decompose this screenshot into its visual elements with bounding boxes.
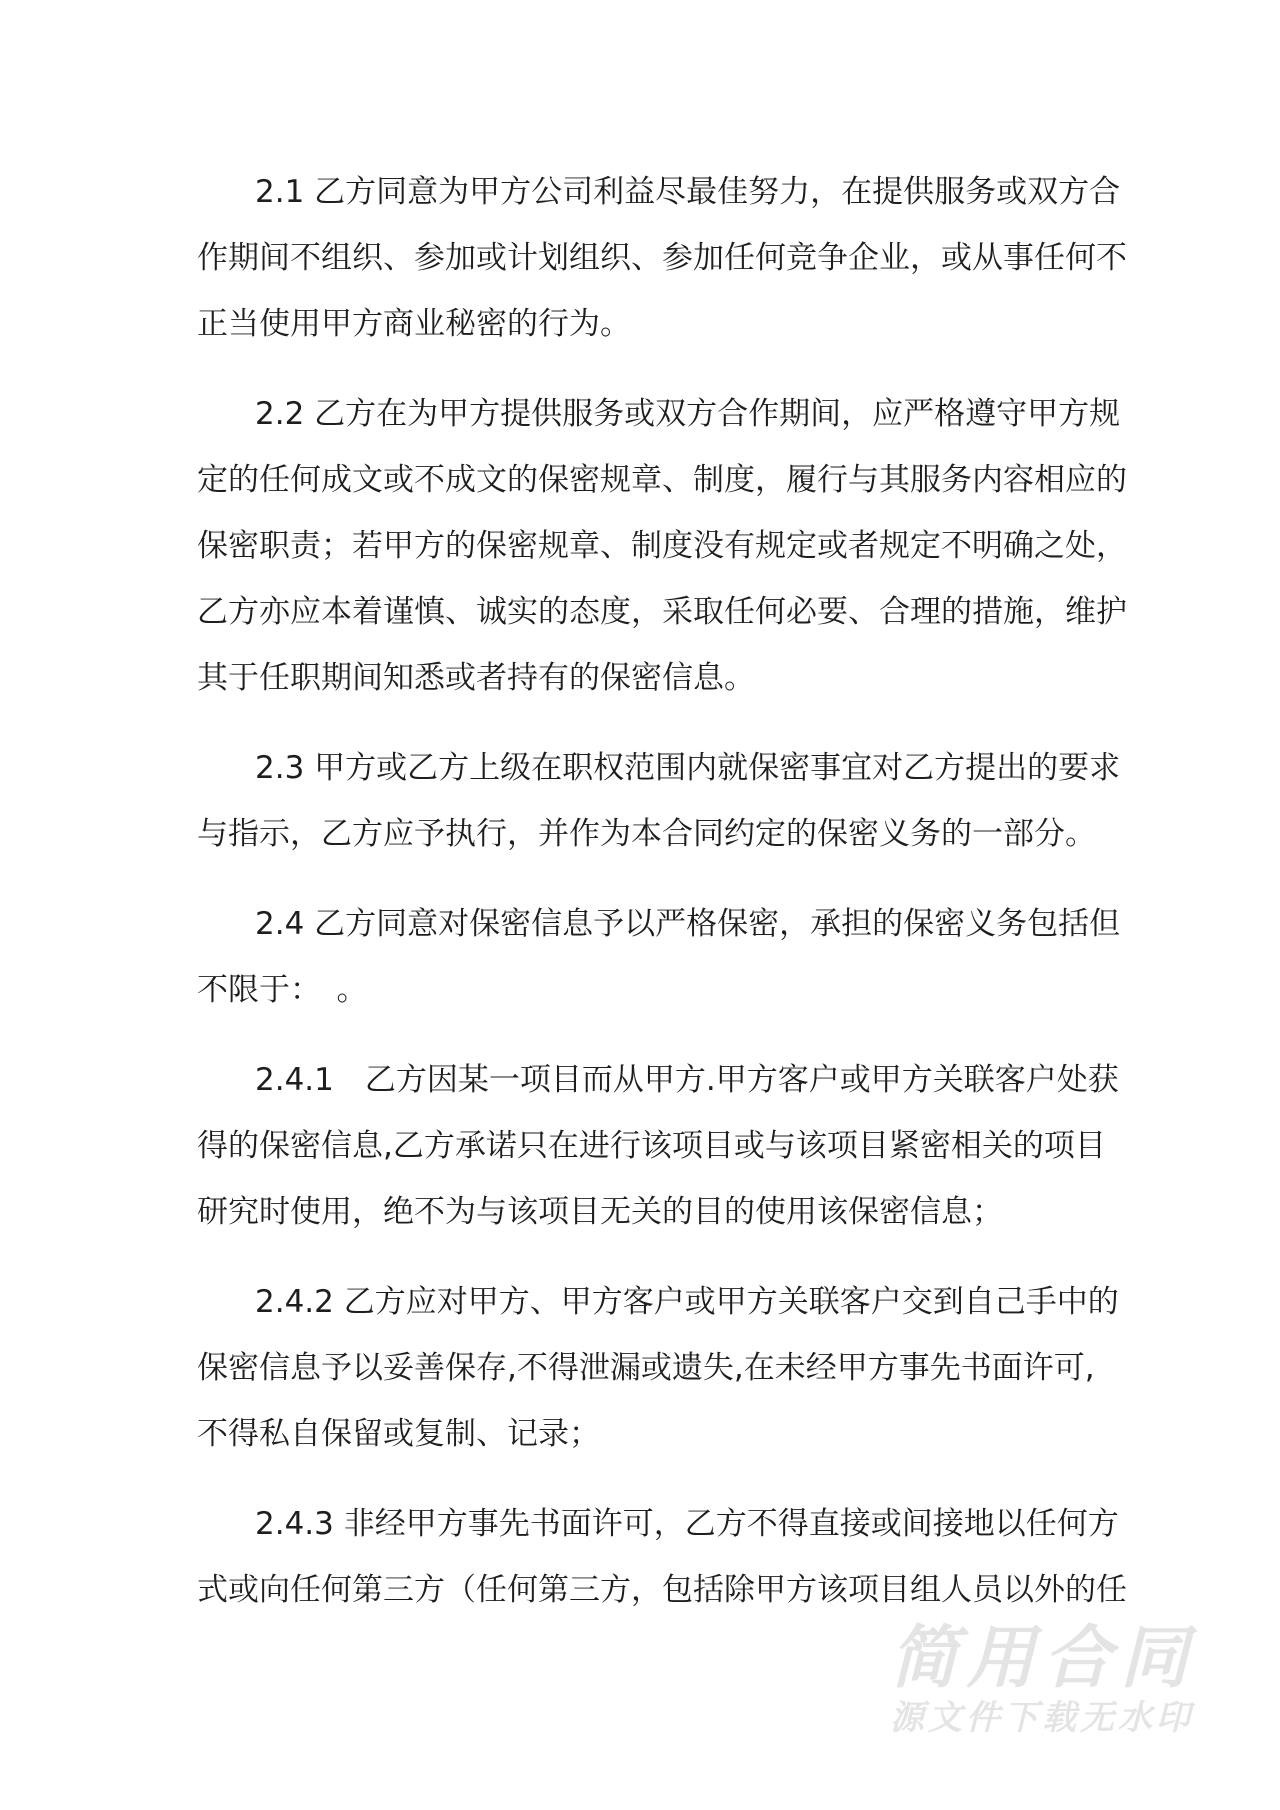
- text-line: 2.4 乙方同意对保密信息予以严格保密，承担的保密义务包括但: [255, 906, 1121, 942]
- paragraph: [197, 1269, 1119, 1467]
- text-line: 式或向任何第三方（任何第三方，包括除甲方该项目组人员以外的任: [197, 1572, 1127, 1608]
- paragraph: [197, 159, 1127, 357]
- text-line: 与指示，乙方应予执行，并作为本合同约定的保密义务的一部分。: [197, 816, 1096, 852]
- text-line: 其于任职期间知悉或者持有的保密信息。: [197, 660, 755, 696]
- text-line: 研究时使用，绝不为与该项目无关的目的使用该保密信息；: [197, 1194, 1003, 1230]
- watermark-subtitle: 源文件下载无水印: [890, 1698, 1190, 1738]
- text-line: 正当使用甲方商业秘密的行为。: [197, 306, 631, 342]
- text-line: 保密职责；若甲方的保密规章、制度没有规定或者规定不明确之处，: [197, 528, 1127, 564]
- text-line: 2.3 甲方或乙方上级在职权范围内就保密事宜对乙方提出的要求: [255, 750, 1121, 786]
- paragraph: [197, 381, 1127, 711]
- text-line: 乙方亦应本着谨慎、诚实的态度，采取任何必要、合理的措施，维护: [197, 594, 1127, 630]
- text-line: 定的任何成文或不成文的保密规章、制度，履行与其服务内容相应的: [197, 462, 1127, 498]
- paragraph: [197, 891, 1121, 1023]
- text-line: 保密信息予以妥善保存,不得泄漏或遗失,在未经甲方事先书面许可,: [197, 1350, 1095, 1386]
- text-line: 2.2 乙方在为甲方提供服务或双方合作期间，应严格遵守甲方规: [255, 396, 1121, 432]
- watermark-title: 简用合同: [890, 1619, 1190, 1698]
- text-line: 2.4.2 乙方应对甲方、甲方客户或甲方关联客户交到自己手中的: [255, 1284, 1119, 1320]
- text-line: 不得私自保留或复制、记录；: [197, 1416, 600, 1452]
- text-line: 不限于： 。: [197, 972, 368, 1008]
- document-body: [197, 159, 1127, 1647]
- text-line: 作期间不组织、参加或计划组织、参加任何竞争企业，或从事任何不: [197, 240, 1127, 276]
- text-line: 得的保密信息,乙方承诺只在进行该项目或与该项目紧密相关的项目: [197, 1128, 1106, 1164]
- text-line: 2.4.1 乙方因某一项目而从甲方.甲方客户或甲方关联客户处获: [255, 1062, 1119, 1098]
- paragraph: [197, 735, 1121, 867]
- paragraph: [197, 1047, 1119, 1245]
- text-line: 2.1 乙方同意为甲方公司利益尽最佳努力，在提供服务或双方合: [255, 174, 1121, 210]
- text-line: 2.4.3 非经甲方事先书面许可，乙方不得直接或间接地以任何方: [255, 1506, 1119, 1542]
